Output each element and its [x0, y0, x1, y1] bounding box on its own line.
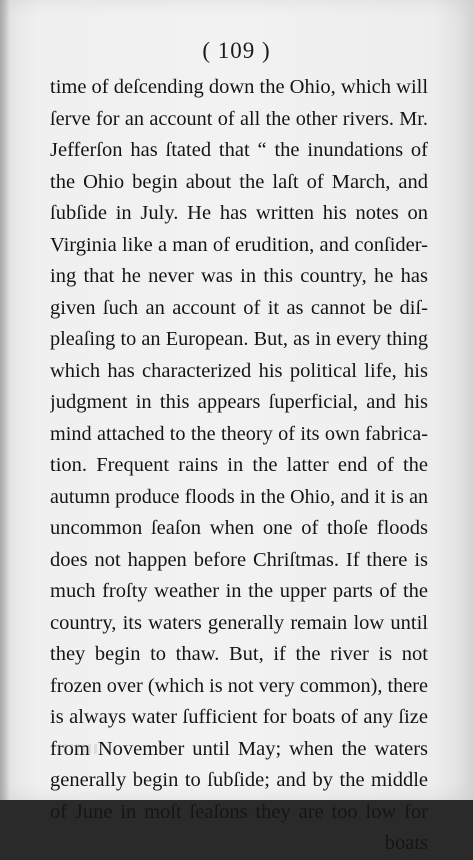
- text-line: ſerve for an account of all the other rivers. Mr.: [50, 107, 428, 130]
- text-line: uncommon ſeaſon when one of thoſe floods: [50, 517, 428, 539]
- text-line: Virginia like a man of erudition, and conſider-: [50, 233, 428, 256]
- text-line: Jefferſon has ſtated that “ the inundations of: [50, 139, 428, 161]
- text-line: judgment in this appears ſuperficial, and his: [50, 391, 428, 413]
- text-line: is always water ſufficient for boats of any ſize: [50, 706, 428, 728]
- text-line: of June in moſt ſeaſons they are too low for: [50, 800, 428, 823]
- page-number: ( 109 ): [202, 38, 271, 63]
- text-line: from November until May; when the waters: [50, 737, 428, 760]
- text-line: given ſuch an account of it as cannot be diſ-: [50, 296, 428, 319]
- text-line: mind attached to the theory of its own fabrica-: [50, 422, 428, 445]
- text-line: ſubſide in July. He has written his notes on: [50, 202, 428, 224]
- text-line: does not happen before Chriſtmas. If there is: [50, 548, 428, 571]
- text-line: frozen over (which is not very common), there: [50, 674, 428, 697]
- body-text: [50, 72, 428, 860]
- text-line: autumn produce floods in the Ohio, and it is an: [50, 485, 428, 508]
- text-line: ing that he never was in this country, he has: [50, 265, 428, 287]
- text-line: time of deſcending down the Ohio, which will: [50, 76, 428, 98]
- text-line: the Ohio begin about the laſt of March, and: [50, 170, 428, 193]
- show-through-mark: [58, 744, 98, 754]
- text-line: tion. Frequent rains in the latter end of the: [50, 454, 428, 476]
- catchword: boats: [384, 832, 428, 854]
- text-line: much froſty weather in the upper parts of the: [50, 580, 428, 602]
- text-line: country, its waters generally remain low until: [50, 611, 428, 634]
- text-line: pleaſing to an European. But, as in every thing: [50, 328, 428, 350]
- text-line: which has characterized his political life, his: [50, 359, 428, 382]
- text-line: generally begin to ſubſide; and by the middle: [50, 769, 428, 791]
- text-line: they begin to thaw. But, if the river is not: [50, 643, 428, 665]
